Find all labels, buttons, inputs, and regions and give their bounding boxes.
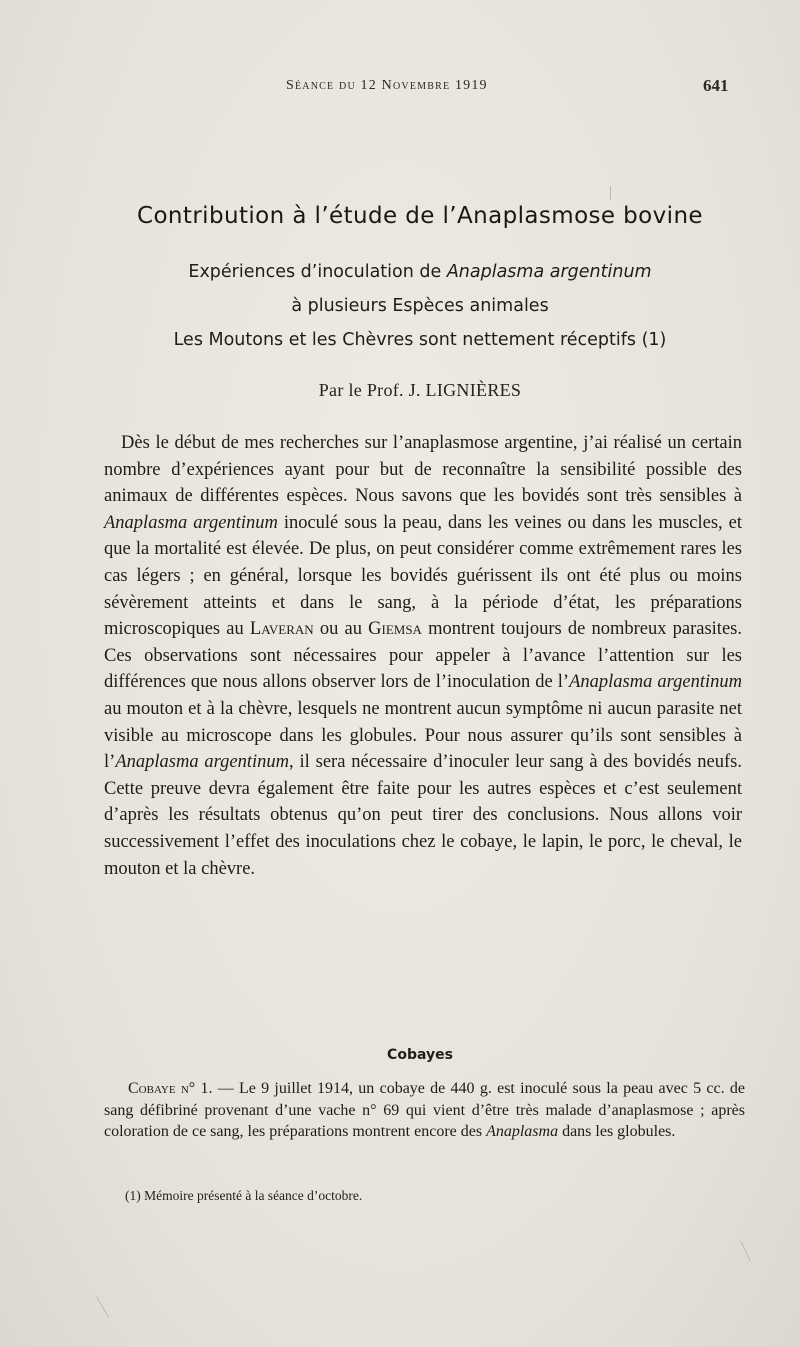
paper-mark bbox=[96, 1296, 109, 1317]
paper-mark bbox=[610, 186, 611, 200]
entry-label: Cobaye n° 1. bbox=[128, 1080, 213, 1097]
author-name-laveran: Laveran bbox=[249, 619, 314, 640]
entry-text-run: dans les globules. bbox=[558, 1123, 676, 1140]
author-name-giemsa: Giemsa bbox=[368, 619, 422, 640]
body-text-run: au mouton et à la chèvre, lesquels ne montrent aucun symptôme ni aucun parasite net visible au microscope dans les globules. Pour nous assurer qu’ils sont sensibles à l’ bbox=[104, 698, 742, 773]
body-text-run: montrent toujours de nombreux parasites. Ces observations sont nécessaires pour appeler à l’avance l’attention sur les différences que nous allons observer lors de l’inoculation de l’ bbox=[104, 619, 742, 693]
subtitle-line-3: Les Moutons et les Chèvres sont nettement réceptifs (1) bbox=[173, 330, 667, 350]
running-head-title: Séance du 12 Novembre 1919 bbox=[286, 78, 488, 93]
entry-text-run: — Le 9 juillet 1914, un cobaye de 440 g. est inoculé sous la peau avec 5 cc. de sang défibriné provenant d’une vache n° 69 qui vient d’être très malade d’anaplasmose ; après coloration de ce sang, les préparations montrent encore des bbox=[104, 1080, 745, 1140]
body-text-run: ou au bbox=[313, 619, 369, 640]
subtitle-line-1-text: Expériences d’inoculation de bbox=[188, 262, 447, 282]
subtitle-line-1 bbox=[0, 262, 800, 282]
page-number: 641 bbox=[703, 76, 729, 95]
experiment-entry bbox=[104, 1078, 745, 1143]
body-text-run: , il sera nécessaire d’inoculer leur sang à des bovidés neufs. Cette preuve devra également être faite pour les autres espèces et c’est seulement d’après les résultats obtenus qu’on peut tirer des conclusions. Nous allons voir successivement l’effet des inoculations chez le cobaye, le lapin, le porc, le cheval, le mouton et la chèvre. bbox=[104, 752, 742, 879]
subtitle-line-2: à plusieurs Espèces animales bbox=[291, 296, 549, 316]
species-name: Anaplasma argentinum bbox=[569, 672, 742, 693]
body-paragraph bbox=[104, 430, 742, 882]
article-title: Contribution à l’étude de l’Anaplasmose bovine bbox=[137, 203, 703, 229]
species-name: Anaplasma argentinum bbox=[115, 752, 290, 773]
body-text-run: Dès le début de mes recherches sur l’anaplasmose argentine, j’ai réalisé un certain nombre d’expériences ayant pour but de reconnaître la sensibilité possible des animaux de différentes espèces. Nous savons que les bovidés sont très sensibles à bbox=[104, 433, 742, 507]
body-text-run: inoculé sous la peau, dans les veines ou dans les muscles, et que la mortalité est élevée. De plus, on peut considérer comme extrêmement rares les cas légers ; en général, lorsque les bovidés guérissent ils ont été plus ou moins sévèrement atteints et dans le sang, à la période d’état, les préparations microscopiques au bbox=[104, 512, 742, 640]
section-heading: Cobayes bbox=[387, 1047, 453, 1063]
species-name: Anaplasma argentinum bbox=[104, 512, 278, 533]
paper-mark bbox=[740, 1241, 750, 1261]
running-head bbox=[0, 78, 800, 102]
species-name: Anaplasma bbox=[486, 1123, 559, 1140]
author-line: Par le Prof. J. LIGNIÈRES bbox=[318, 380, 522, 400]
footnote: (1) Mémoire présenté à la séance d’octobre. bbox=[125, 1188, 363, 1203]
subtitle-species-name: Anaplasma argentinum bbox=[446, 262, 652, 282]
